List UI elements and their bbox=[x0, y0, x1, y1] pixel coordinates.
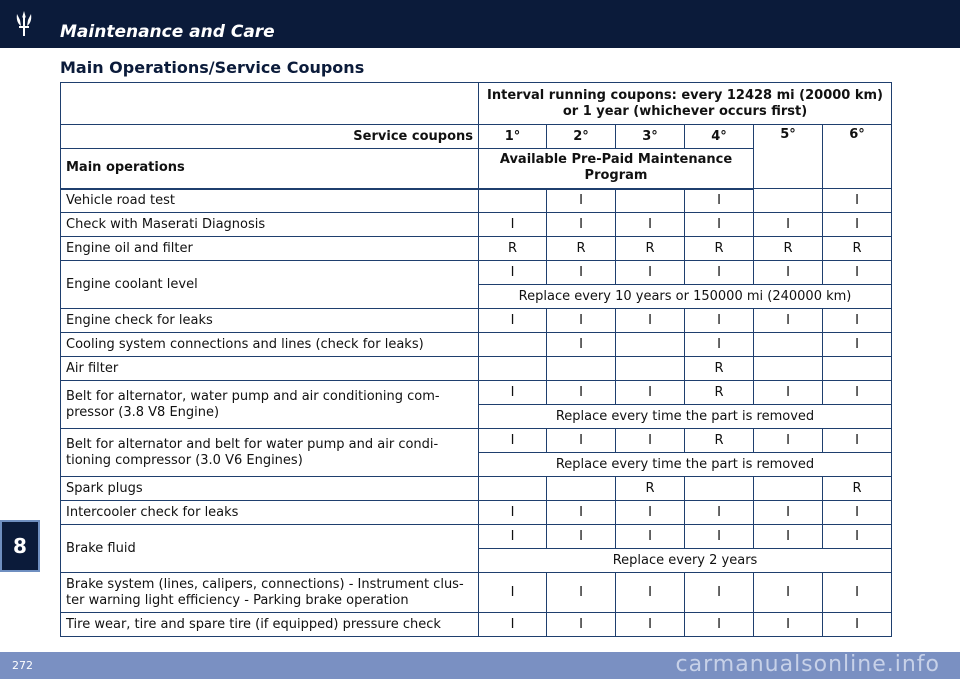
interval-value-cell: I bbox=[479, 381, 547, 405]
interval-value-cell: I bbox=[754, 213, 823, 237]
table-row bbox=[61, 525, 892, 549]
interval-value-cell: I bbox=[616, 309, 685, 333]
interval-value-cell: I bbox=[547, 189, 616, 213]
interval-value-cell: I bbox=[547, 333, 616, 357]
table-row bbox=[61, 309, 892, 333]
interval-value-cell: I bbox=[479, 613, 547, 637]
interval-value-cell: I bbox=[685, 573, 754, 613]
operation-cell: Intercooler check for leaks bbox=[61, 501, 479, 525]
interval-value-cell: I bbox=[754, 261, 823, 285]
page-heading: Main Operations/Service Coupons bbox=[60, 58, 365, 77]
interval-value-cell: I bbox=[754, 429, 823, 453]
interval-value-cell: I bbox=[547, 613, 616, 637]
coupon-header: 1° bbox=[479, 125, 547, 149]
interval-value-cell: I bbox=[685, 261, 754, 285]
interval-value-cell bbox=[754, 477, 823, 501]
interval-value-cell: I bbox=[823, 501, 892, 525]
table-row bbox=[61, 213, 892, 237]
watermark: carmanualsonline.info bbox=[675, 652, 940, 677]
interval-value-cell: I bbox=[547, 573, 616, 613]
operation-cell: Check with Maserati Diagnosis bbox=[61, 213, 479, 237]
operation-cell: Brake system (lines, calipers, connections) - Instrument clus- ter warning light efficiency - Parking brake operation bbox=[61, 573, 479, 613]
table-row bbox=[61, 261, 892, 285]
interval-value-cell bbox=[479, 357, 547, 381]
interval-value-cell: R bbox=[616, 237, 685, 261]
replacement-note: Replace every time the part is removed bbox=[479, 405, 892, 429]
coupon-header: 6° bbox=[823, 125, 892, 189]
interval-value-cell: I bbox=[823, 525, 892, 549]
service-coupons-label: Service coupons bbox=[61, 125, 479, 149]
interval-value-cell bbox=[754, 189, 823, 213]
interval-header: Interval running coupons: every 12428 mi (20000 km) or 1 year (whichever occurs first) bbox=[479, 83, 892, 125]
interval-value-cell: I bbox=[685, 213, 754, 237]
table-row bbox=[61, 189, 892, 213]
interval-value-cell bbox=[479, 333, 547, 357]
interval-value-cell: I bbox=[547, 213, 616, 237]
interval-value-cell: I bbox=[823, 613, 892, 637]
operation-cell: Engine coolant level bbox=[61, 261, 479, 309]
page-number: 272 bbox=[12, 659, 33, 672]
interval-value-cell: I bbox=[479, 501, 547, 525]
interval-value-cell: R bbox=[685, 429, 754, 453]
interval-value-cell: I bbox=[685, 613, 754, 637]
interval-value-cell: I bbox=[479, 261, 547, 285]
interval-value-cell: I bbox=[479, 429, 547, 453]
main-operations-label: Main operations bbox=[61, 149, 479, 189]
interval-value-cell bbox=[616, 189, 685, 213]
operation-cell: Brake fluid bbox=[61, 525, 479, 573]
interval-value-cell: I bbox=[754, 525, 823, 549]
interval-value-cell: R bbox=[479, 237, 547, 261]
table-row bbox=[61, 613, 892, 637]
interval-value-cell: I bbox=[685, 501, 754, 525]
interval-value-cell: I bbox=[479, 573, 547, 613]
interval-value-cell: I bbox=[616, 261, 685, 285]
coupon-header: 5° bbox=[754, 125, 823, 189]
interval-value-cell: I bbox=[616, 213, 685, 237]
interval-value-cell bbox=[823, 357, 892, 381]
interval-value-cell: I bbox=[685, 189, 754, 213]
coupon-header: 3° bbox=[616, 125, 685, 149]
footer-bar bbox=[0, 652, 960, 679]
interval-value-cell: I bbox=[823, 429, 892, 453]
interval-value-cell: R bbox=[823, 477, 892, 501]
interval-value-cell: I bbox=[754, 501, 823, 525]
interval-value-cell: I bbox=[547, 261, 616, 285]
table-row bbox=[61, 333, 892, 357]
interval-value-cell: R bbox=[823, 237, 892, 261]
interval-value-cell: I bbox=[823, 333, 892, 357]
interval-value-cell: I bbox=[685, 333, 754, 357]
interval-value-cell: I bbox=[823, 309, 892, 333]
interval-value-cell: I bbox=[823, 189, 892, 213]
interval-value-cell: I bbox=[479, 309, 547, 333]
table-row bbox=[61, 381, 892, 405]
trident-logo-icon bbox=[8, 8, 40, 40]
operation-cell: Air filter bbox=[61, 357, 479, 381]
interval-value-cell: I bbox=[547, 501, 616, 525]
interval-value-cell bbox=[754, 357, 823, 381]
table-row bbox=[61, 357, 892, 381]
replacement-note: Replace every time the part is removed bbox=[479, 453, 892, 477]
coupon-header: 4° bbox=[685, 125, 754, 149]
interval-value-cell: R bbox=[685, 357, 754, 381]
interval-value-cell: R bbox=[754, 237, 823, 261]
operation-cell: Belt for alternator, water pump and air conditioning com- pressor (3.8 V8 Engine) bbox=[61, 381, 479, 429]
blank-header-cell bbox=[61, 83, 479, 125]
interval-value-cell: I bbox=[823, 261, 892, 285]
interval-value-cell: I bbox=[547, 429, 616, 453]
maintenance-table bbox=[60, 82, 892, 637]
interval-value-cell: I bbox=[754, 309, 823, 333]
table-row bbox=[61, 429, 892, 453]
table-row bbox=[61, 501, 892, 525]
interval-value-cell: I bbox=[547, 525, 616, 549]
operation-cell: Engine check for leaks bbox=[61, 309, 479, 333]
operation-cell: Spark plugs bbox=[61, 477, 479, 501]
chapter-number: 8 bbox=[13, 534, 27, 558]
replacement-note: Replace every 2 years bbox=[479, 549, 892, 573]
interval-value-cell: I bbox=[616, 429, 685, 453]
interval-value-cell: I bbox=[823, 213, 892, 237]
prepaid-program-label: Available Pre-Paid Maintenance Program bbox=[479, 149, 754, 189]
operation-cell: Tire wear, tire and spare tire (if equipped) pressure check bbox=[61, 613, 479, 637]
interval-value-cell: I bbox=[616, 501, 685, 525]
table-row bbox=[61, 477, 892, 501]
interval-value-cell: I bbox=[547, 309, 616, 333]
interval-value-cell: I bbox=[685, 525, 754, 549]
operation-cell: Vehicle road test bbox=[61, 189, 479, 213]
header-bar bbox=[0, 0, 960, 48]
table-row bbox=[61, 237, 892, 261]
interval-value-cell bbox=[685, 477, 754, 501]
interval-value-cell: I bbox=[754, 573, 823, 613]
interval-value-cell: I bbox=[754, 381, 823, 405]
interval-value-cell: I bbox=[616, 525, 685, 549]
coupon-header: 2° bbox=[547, 125, 616, 149]
interval-value-cell: I bbox=[616, 573, 685, 613]
table-row bbox=[61, 573, 892, 613]
interval-value-cell bbox=[479, 477, 547, 501]
interval-value-cell: I bbox=[616, 613, 685, 637]
section-title: Maintenance and Care bbox=[60, 22, 275, 42]
interval-value-cell bbox=[616, 333, 685, 357]
interval-value-cell: I bbox=[685, 309, 754, 333]
replacement-note: Replace every 10 years or 150000 mi (240000 km) bbox=[479, 285, 892, 309]
interval-value-cell: I bbox=[547, 381, 616, 405]
interval-value-cell: R bbox=[547, 237, 616, 261]
operation-cell: Engine oil and filter bbox=[61, 237, 479, 261]
interval-value-cell: R bbox=[616, 477, 685, 501]
interval-value-cell: I bbox=[479, 525, 547, 549]
chapter-tab bbox=[0, 520, 40, 572]
interval-value-cell: R bbox=[685, 237, 754, 261]
operation-cell: Belt for alternator and belt for water pump and air condi- tioning compressor (3.0 V6 Engines) bbox=[61, 429, 479, 477]
interval-value-cell: I bbox=[754, 613, 823, 637]
interval-value-cell: I bbox=[616, 381, 685, 405]
interval-value-cell: I bbox=[823, 573, 892, 613]
interval-value-cell: R bbox=[685, 381, 754, 405]
interval-value-cell bbox=[547, 477, 616, 501]
interval-value-cell: I bbox=[823, 381, 892, 405]
interval-value-cell bbox=[616, 357, 685, 381]
interval-value-cell bbox=[479, 189, 547, 213]
interval-value-cell bbox=[547, 357, 616, 381]
interval-value-cell: I bbox=[479, 213, 547, 237]
operation-cell: Cooling system connections and lines (check for leaks) bbox=[61, 333, 479, 357]
interval-value-cell bbox=[754, 333, 823, 357]
